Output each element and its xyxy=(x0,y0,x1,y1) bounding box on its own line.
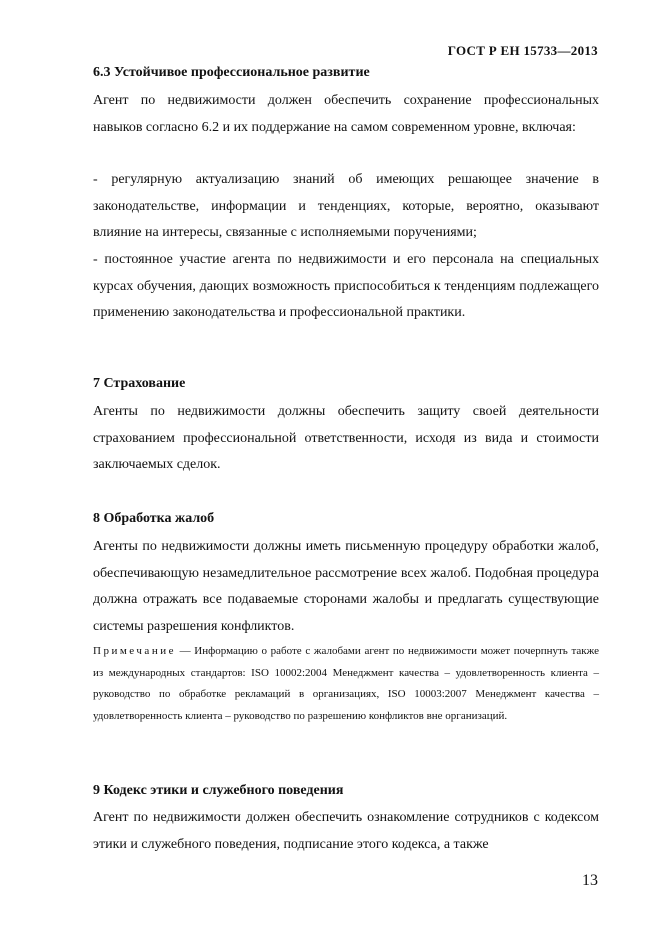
section-6-3-body xyxy=(93,88,599,141)
section-title: 7 Страхование xyxy=(93,376,186,391)
paragraph: Агент по недвижимости должен обеспечить сохранение профессиональных навыков согласно 6.2 и их поддержание на самом современном уровне, включая: xyxy=(93,93,599,135)
section-8-body xyxy=(93,534,599,640)
section-7 xyxy=(93,374,599,394)
section-title: 9 Кодекс этики и служебного поведения xyxy=(93,783,344,798)
note xyxy=(93,641,599,727)
note-text xyxy=(93,641,599,727)
document-header: ГОСТ Р ЕН 15733—2013 xyxy=(447,43,598,58)
list-item xyxy=(93,167,599,247)
paragraph: - постоянное участие агента по недвижимости и его персонала на специальных курсах обучения, дающих возможность приспособиться к тенденциям подлежащего применению законодательства и профессиональной практики. xyxy=(93,252,599,320)
paragraph: - регулярную актуализацию знаний об имеющих решающее значение в законодательстве, информации и тенденциях, которые, вероятно, оказывают влияние на интересы, связанные с исполняемыми поручениями; xyxy=(93,172,599,240)
section-title: 8 Обработка жалоб xyxy=(93,511,215,526)
list-item xyxy=(93,247,599,327)
page-number: 13 xyxy=(582,872,598,889)
note-label: Примечание xyxy=(93,645,176,657)
paragraph: Агент по недвижимости должен обеспечить ознакомление сотрудников с кодексом этики и служебного поведения, подписание этого кодекса, а также xyxy=(93,810,599,852)
section-9-body xyxy=(93,805,599,858)
section-6-3 xyxy=(93,63,599,83)
section-title: 6.3 Устойчивое профессиональное развитие xyxy=(93,65,370,80)
paragraph: Агенты по недвижимости должны иметь письменную процедуру обработки жалоб, обеспечивающую незамедлительное рассмотрение всех жалоб. Подобная процедура должна отражать все подаваемые сторонами жалобы и предлагать существующие системы разрешения конфликтов. xyxy=(93,539,599,634)
section-8 xyxy=(93,509,599,529)
section-9 xyxy=(93,781,599,801)
note-body: — Информацию о работе с жалобами агент по недвижимости может почерпнуть также из международных стандартов: ISO 10002:2004 Менеджмент качества – удовлетворенность клиента – руководство по обработке рекламаций в организациях, ISO 10003:2007 Менеджмент качества – удовлетворенность клиента – руководство по разрешению конфликтов вне организаций. xyxy=(93,645,599,722)
paragraph: Агенты по недвижимости должны обеспечить защиту своей деятельности страхованием профессиональной ответственности, исходя из вида и стоимости заключаемых сделок. xyxy=(93,404,599,472)
section-7-body xyxy=(93,399,599,479)
